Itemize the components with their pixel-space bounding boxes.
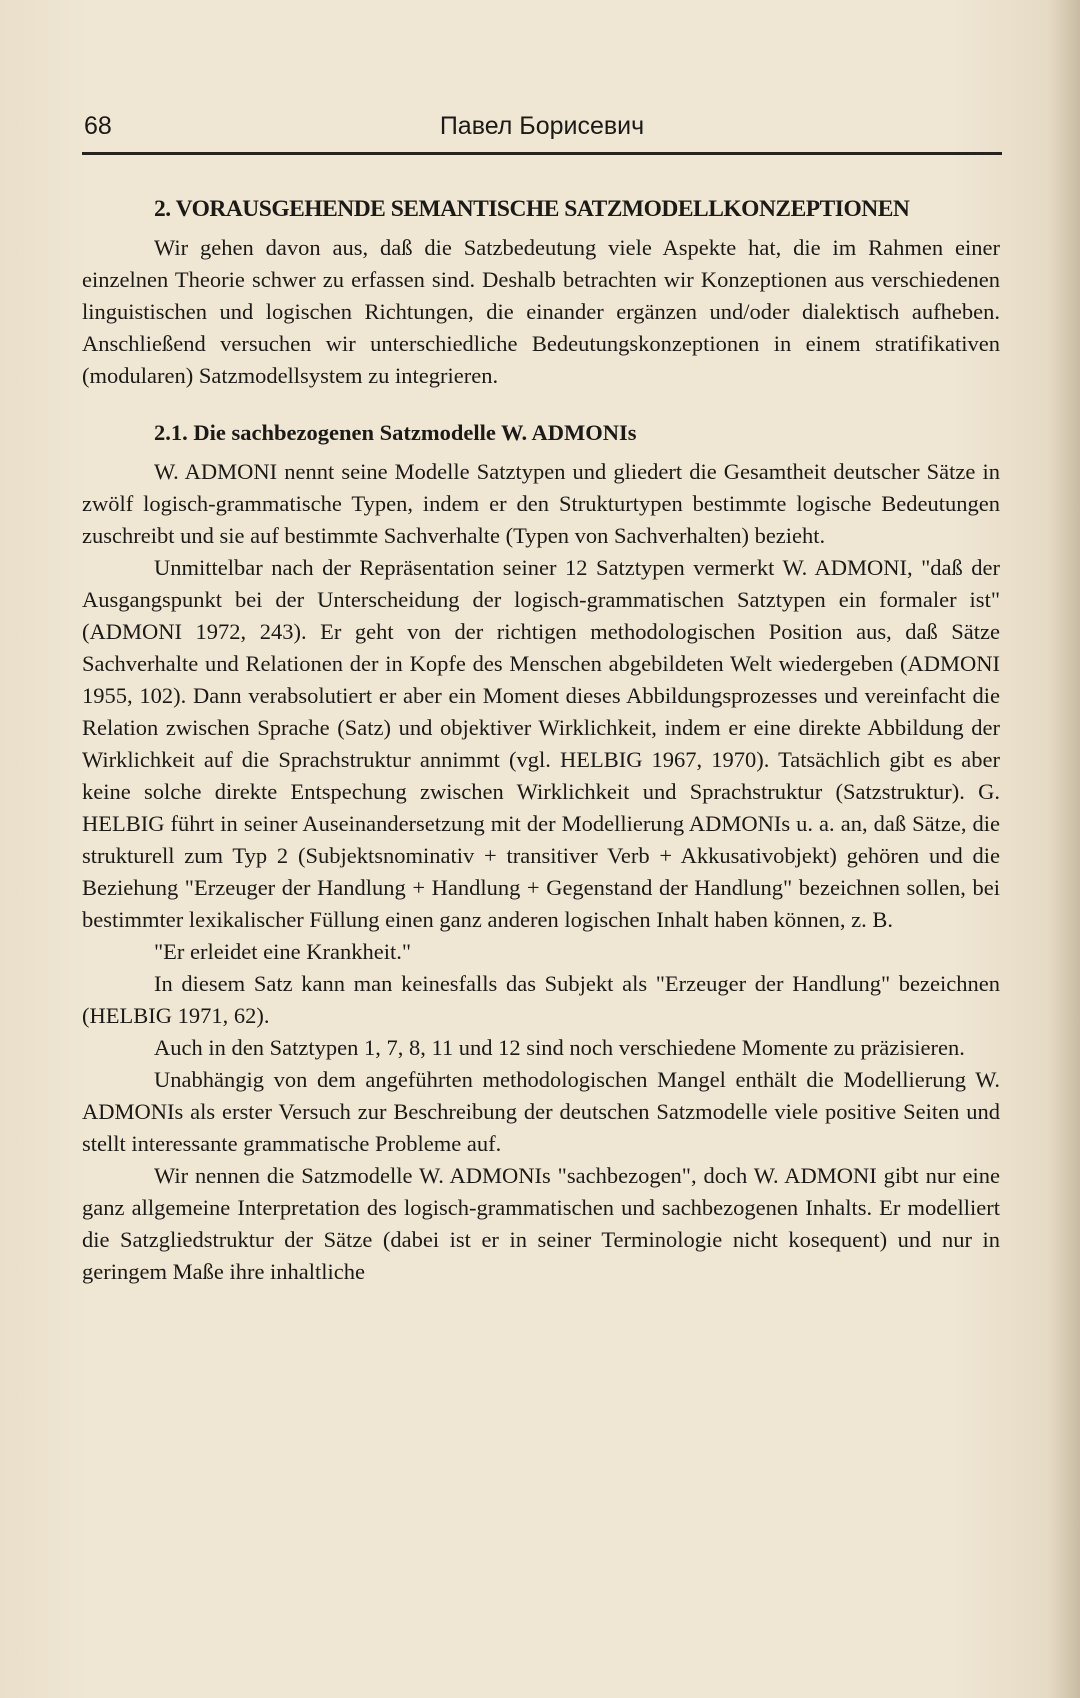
running-title: Павел Борисевич	[439, 112, 645, 140]
body-paragraph: In diesem Satz kann man keinesfalls das Subjekt als "Erzeuger der Handlung" bezeichnen (HELBIG 1971, 62).	[82, 971, 1000, 1028]
page-header	[82, 108, 1002, 155]
page-body	[82, 194, 1000, 1288]
subsection-heading: 2.1. Die sachbezogenen Satzmodelle W. ADMONIs	[154, 420, 637, 445]
body-paragraph: W. ADMONI nennt seine Modelle Satztypen und gliedert die Gesamtheit deutscher Sätze in zwölf logisch-grammatische Typen, indem er den Strukturtypen bestimmte logische Bedeutungen zuschreibt und sie auf bestimmte Sachverhalte (Typen von Sachverhalten) bezieht.	[82, 459, 1000, 548]
section-heading: 2. VORAUSGEHENDE SEMANTISCHE SATZMODELLKONZEPTIONEN	[154, 196, 910, 222]
intro-paragraph: Wir gehen davon aus, daß die Satzbedeutung viele Aspekte hat, die im Rahmen einer einzelnen Theorie schwer zu erfassen sind. Deshalb betrachten wir Konzeptionen aus verschiedenen linguistischen und logischen Richtungen, die einander ergänzen und/oder dialektisch aufheben. Anschließend versuchen wir unterschiedliche Bedeutungskonzeptionen in einem stratifikativen (modularen) Satzmodellsystem zu integrieren.	[82, 235, 1000, 388]
body-paragraph: Wir nennen die Satzmodelle W. ADMONIs "sachbezogen", doch W. ADMONI gibt nur eine ganz allgemeine Interpretation des logisch-grammatischen und sachbezogenen Inhalts. Er modelliert die Satzgliedstruktur der Sätze (dabei ist er in seiner Terminologie nicht kosequent) und nur in geringem Maße ihre inhaltliche	[82, 1163, 1000, 1284]
example-sentence: "Er erleidet eine Krankheit."	[154, 939, 412, 964]
body-paragraph: Unmittelbar nach der Repräsentation seiner 12 Satztypen vermerkt W. ADMONI, "daß der Ausgangspunkt bei der Unterscheidung der logisch-grammatischen Satztypen ein formaler ist" (ADMONI 1972, 243). Er geht von der richtigen methodologischen Position aus, daß Sätze Sachverhalte und Relationen der in Kopfe des Menschen abgebildeten Welt wiedergeben (ADMONI 1955, 102). Dann verabsolutiert er aber ein Moment dieses Abbildungsprozesses und vereinfacht die Relation zwischen Sprache (Satz) und objektiver Wirklichkeit, indem er eine direkte Abbildung der Wirklichkeit auf die Sprachstruktur annimmt (vgl. HELBIG 1967, 1970). Tatsächlich gibt es aber keine solche direkte Entspechung zwischen Wirklichkeit und Sprachstruktur (Satzstruktur). G. HELBIG führt in seiner Auseinandersetzung mit der Modellierung ADMONIs u. a. an, daß Sätze, die strukturell zum Typ 2 (Subjektsnominativ + transitiver Verb + Akkusativobjekt) gehören und die Beziehung "Erzeuger der Handlung + Handlung + Gegenstand der Handlung" bezeichnen sollen, bei bestimmter lexikalischer Füllung einen ganz anderen logischen Inhalt haben können, z. B.	[82, 555, 1000, 932]
body-paragraph: Auch in den Satztypen 1, 7, 8, 11 und 12 sind noch verschiedene Momente zu präzisieren.	[154, 1035, 965, 1060]
body-paragraph: Unabhängig von dem angeführten methodologischen Mangel enthält die Modellierung W. ADMONIs als erster Versuch zur Beschreibung der deutschen Satzmodelle viele positive Seiten und stellt interessante grammatische Probleme auf.	[82, 1067, 1000, 1156]
page-number: 68	[84, 112, 112, 140]
